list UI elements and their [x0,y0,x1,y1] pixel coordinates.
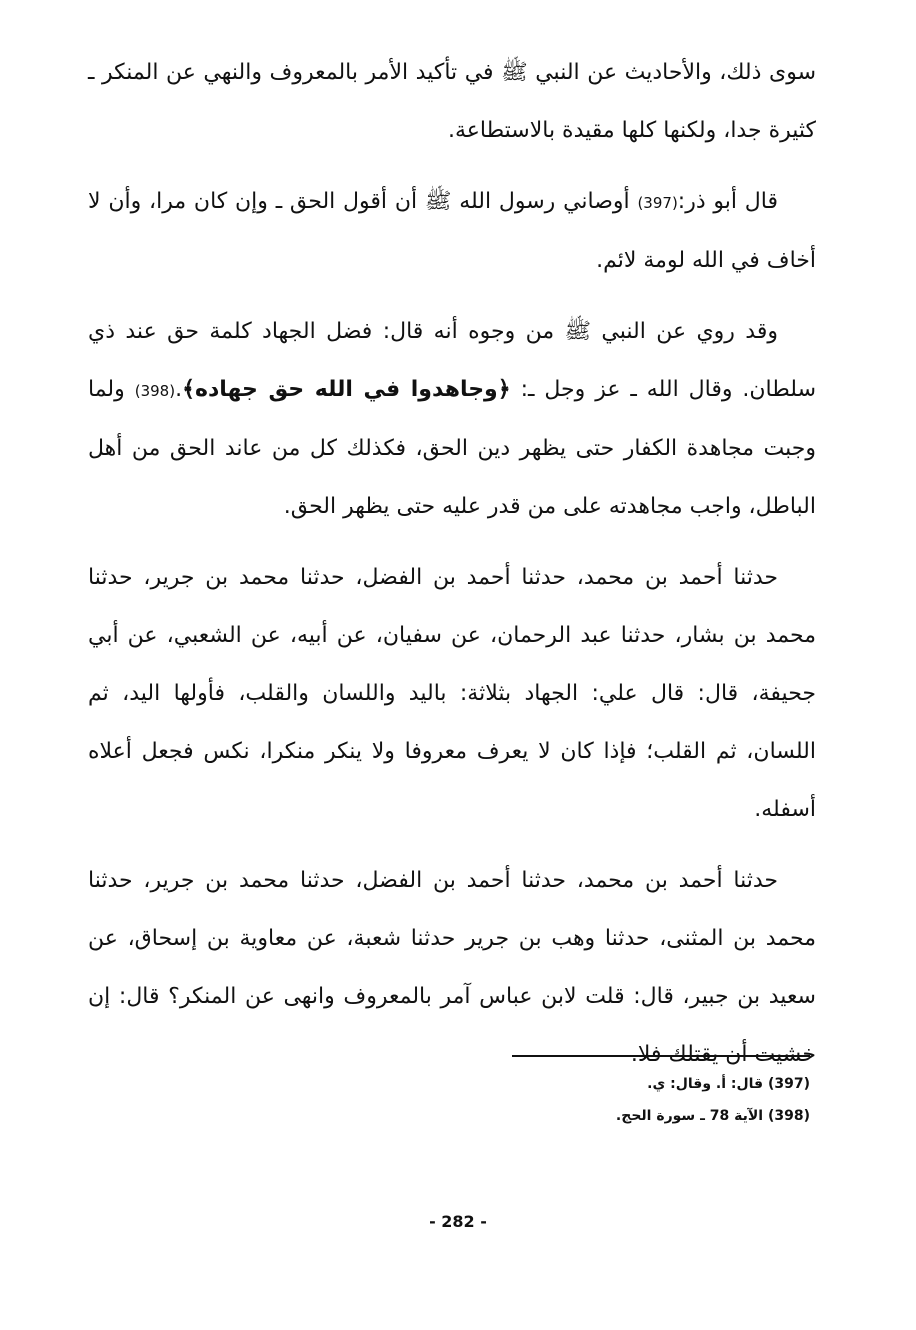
paragraph-4-text: حدثنا أحمد بن محمد، حدثنا أحمد بن الفضل، حدثنا محمد بن جرير، حدثنا محمد بن بشار، حدثنا عبد الرحمان، عن سفيان، عن أبيه، عن الشعبي، عن أبي جحيفة، قال: قال علي: الجهاد بثلاثة: باليد واللسان والقلب، فأولها اليد، ثم اللسان، ثم القلب؛ فإذا كان لا يعرف معروفا ولا ينكر منكرا، نكس فجعل أعلاه أسفله. [88,565,816,822]
main-text [88,44,816,1097]
quran-verse: ﴿وجاهدوا في الله حق جهاده﴾ [182,377,511,402]
footnote-397: (397) قال: أ. وقال: ي. [647,1076,810,1092]
paragraph-3-lead: وقد روي عن النبي ﷺ من وجوه أنه قال: فضل الجهاد كلمة حق عند ذي سلطان. وقال الله ـ عز وجل ـ: [88,319,817,402]
paragraph-3 [88,303,816,536]
paragraph-3-text: ولما وجبت مجاهدة الكفار حتى يظهر دين الحق، فكذلك كل من عاند الحق من أهل الباطل، واجب مجاهدته على من قدر عليه حتى يظهر الحق. [88,377,816,519]
paragraph-3-punct: . [175,377,183,402]
paragraph-5-text: حدثنا أحمد بن محمد، حدثنا أحمد بن الفضل، حدثنا محمد بن جرير، حدثنا محمد بن المثنى، حدثنا وهب بن جرير حدثنا شعبة، عن معاوية بن إسحاق، عن سعيد بن جبير، قال: قلت لابن عباس آمر بالمعروف وانهى عن المنكر؟ قال: إن خشيت أن يقتلك فلا. [88,868,816,1067]
paragraph-2-lead: قال أبو ذر: [677,189,778,214]
paragraph-4 [88,549,816,839]
footnote-ref-398: (398) [134,382,176,400]
paragraph-1 [88,44,816,160]
paragraph-5 [88,852,816,1084]
footnote-398: (398) الآية 78 ـ سورة الحج. [615,1108,810,1124]
page-number: - 282 - [429,1212,487,1231]
paragraph-1-text: سوى ذلك، والأحاديث عن النبي ﷺ في تأكيد الأمر بالمعروف والنهي عن المنكر ـ كثيرة جدا، ولكنها كلها مقيدة بالاستطاعة. [88,60,816,143]
paragraph-2-text: أوصاني رسول الله ﷺ أن أقول الحق ـ وإن كان مرا، وأن لا أخاف في الله لومة لائم. [88,189,816,273]
footnotes [400,1068,810,1132]
footnote-divider [512,1055,810,1057]
paragraph-2 [88,173,816,290]
footnote-ref-397: (397) [637,194,678,212]
